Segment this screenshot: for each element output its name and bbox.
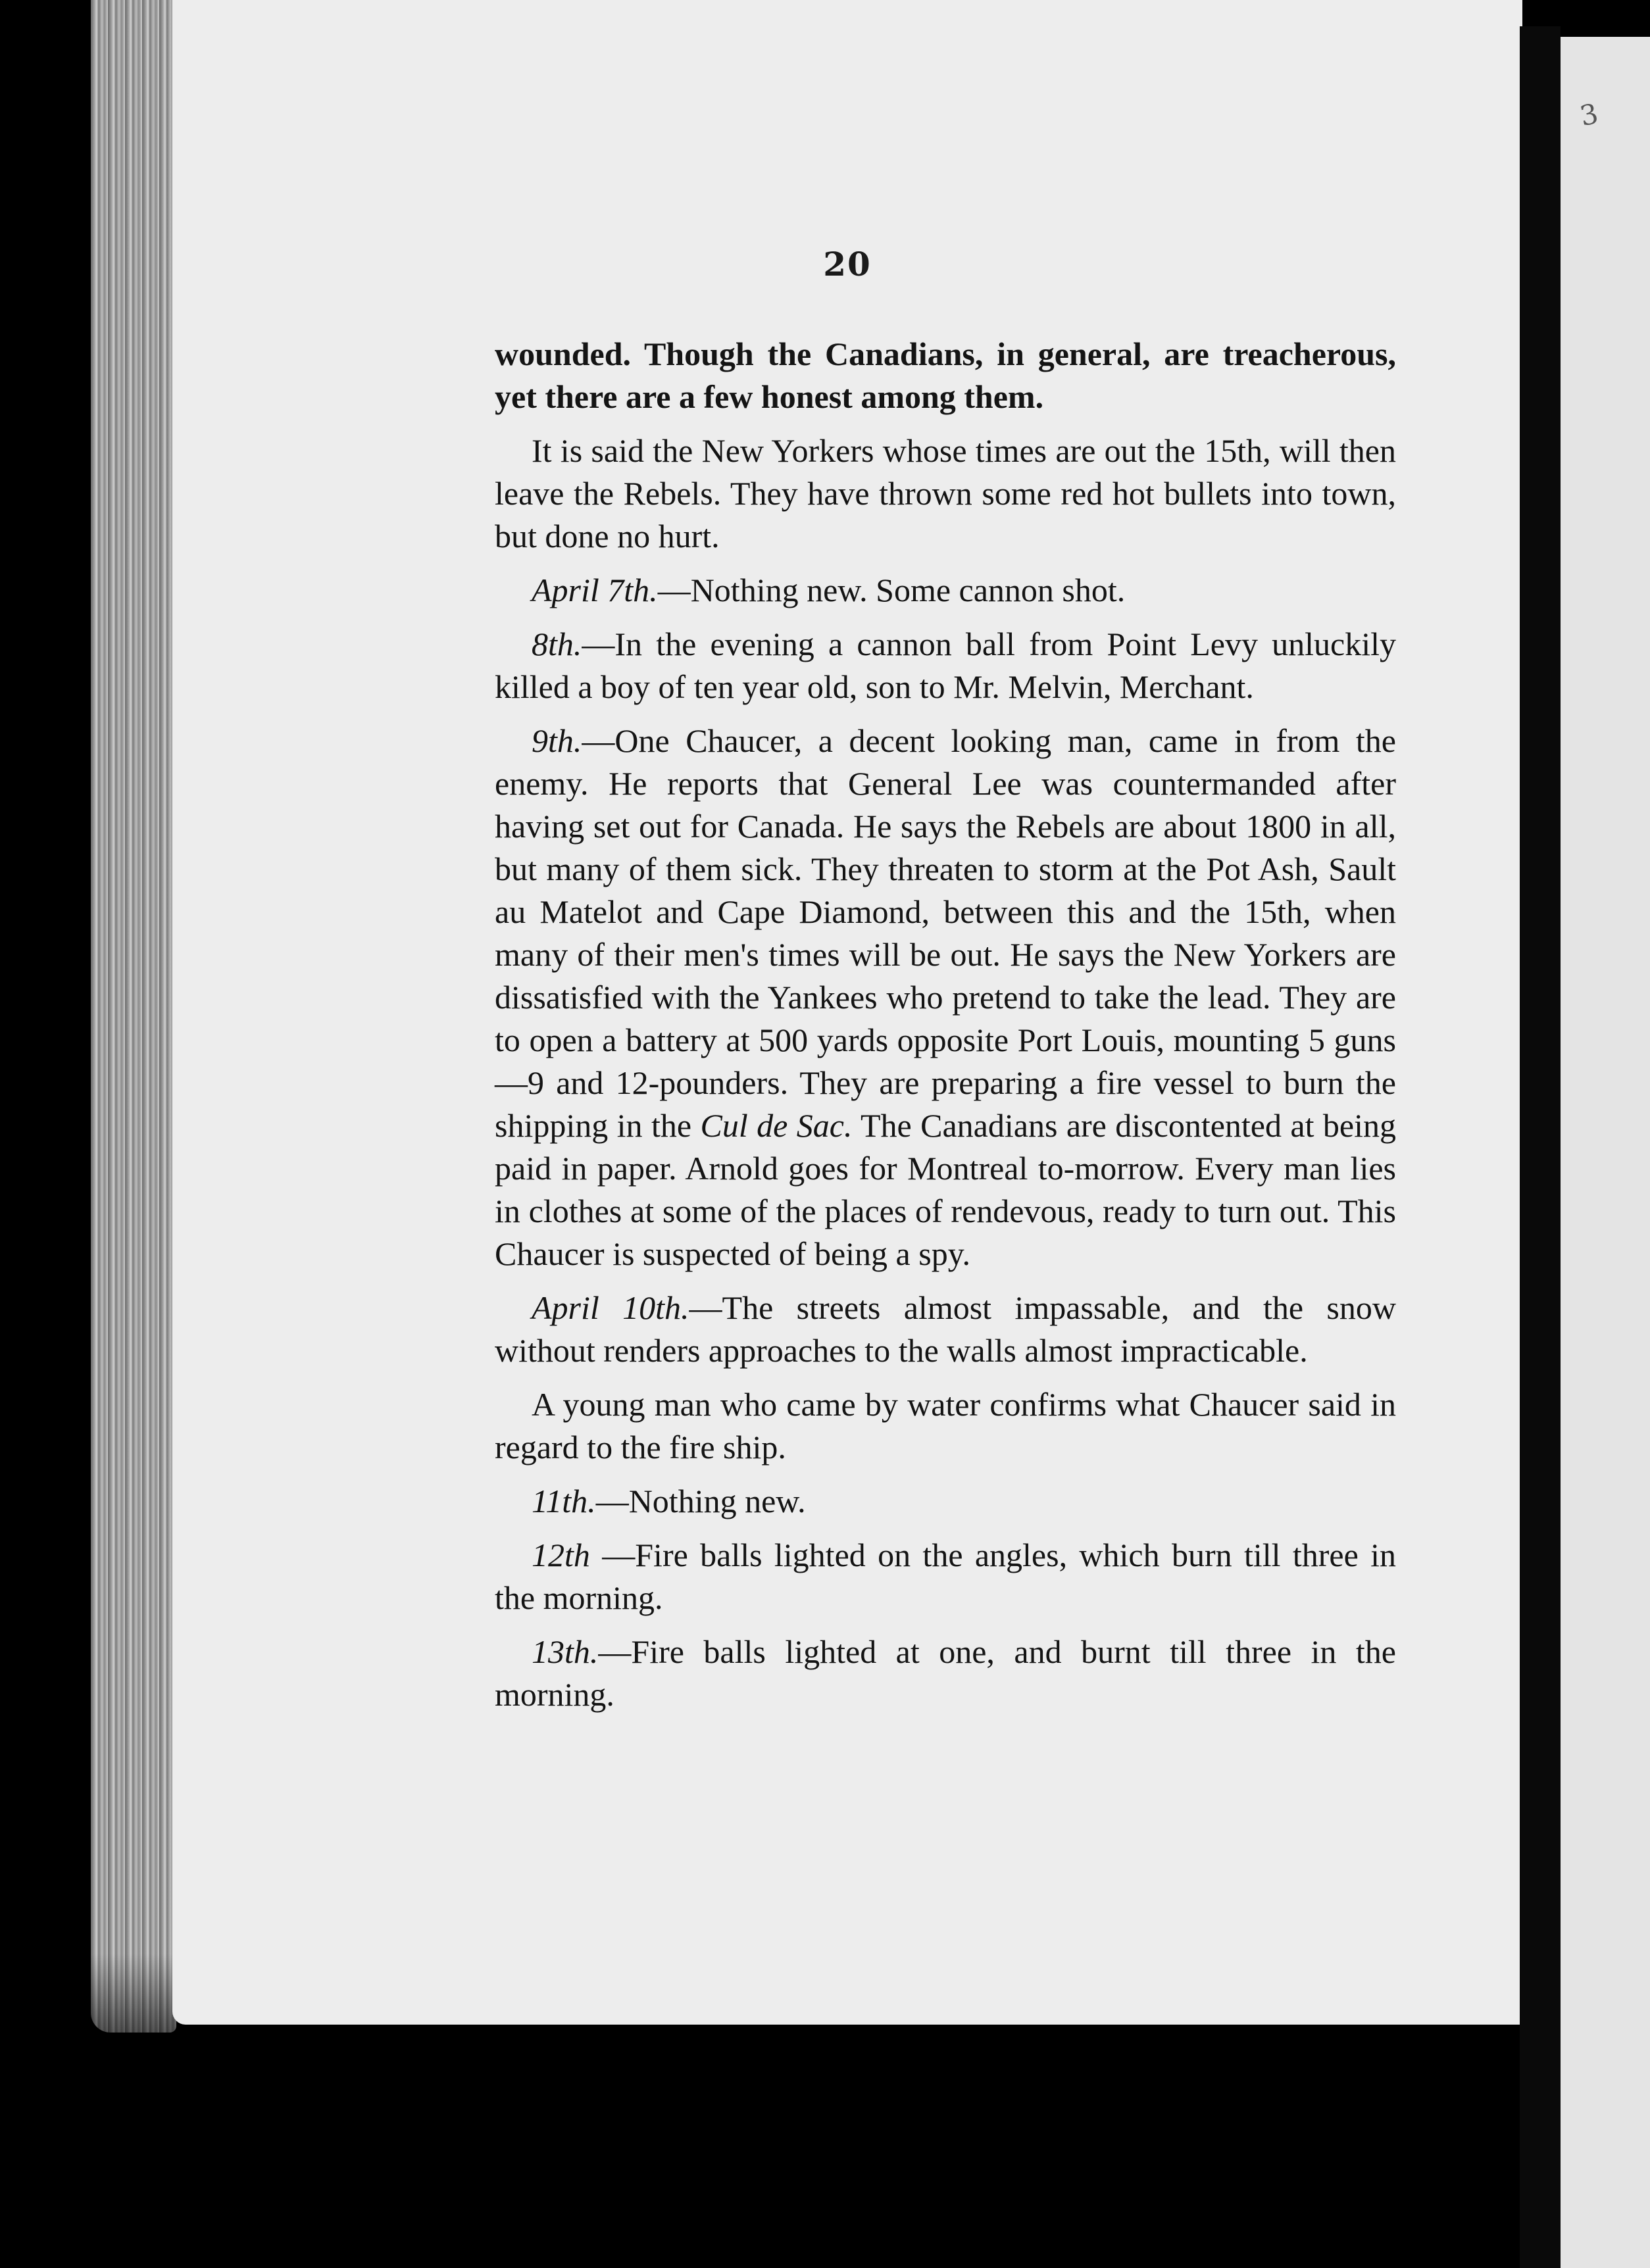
entry-13th xyxy=(495,1631,1396,1716)
paragraph-text: wounded. Though the Canadians, in general, are treacherous, yet there are a few honest among them. xyxy=(495,335,1396,415)
entry-italic-phrase: Cul de Sac. xyxy=(700,1107,853,1144)
book-gutter xyxy=(1520,26,1561,2268)
paragraph-2 xyxy=(495,430,1396,558)
entry-text: —Nothing new. Some cannon shot. xyxy=(657,572,1126,608)
paragraph-text: A young man who came by water confirms what Chaucer said in regard to the fire ship. xyxy=(495,1386,1396,1466)
facing-page-sliver xyxy=(1561,37,1650,2268)
entry-date: April 7th. xyxy=(532,572,658,608)
entry-text: —Fire balls lighted at one, and burnt till three in the morning. xyxy=(495,1633,1396,1713)
entry-date: April 10th. xyxy=(532,1289,689,1326)
entry-text: —The streets almost impassable, and the snow without renders approaches to the walls almost impracticable. xyxy=(495,1289,1396,1369)
entry-date: 13th. xyxy=(532,1633,599,1670)
entry-april-10 xyxy=(495,1287,1396,1372)
entry-april-7 xyxy=(495,569,1396,612)
entry-11th xyxy=(495,1480,1396,1523)
handwritten-corner-mark: 3 xyxy=(1577,97,1601,133)
entry-9th xyxy=(495,720,1396,1275)
body-text xyxy=(495,333,1396,1727)
entry-text-continued: The Canadians are discontented at being paid in paper. Arnold goes for Montreal to-morrow. Every man lies in clothes at some of the places of rendevous, ready to turn out. This Chaucer is suspected of being a spy. xyxy=(495,1107,1396,1272)
entry-12th xyxy=(495,1534,1396,1619)
entry-date: 9th. xyxy=(532,722,582,759)
paragraph-1 xyxy=(495,333,1396,418)
entry-8th xyxy=(495,623,1396,708)
paragraph-young-man xyxy=(495,1383,1396,1469)
entry-text: —One Chaucer, a decent looking man, came in from the enemy. He reports that General Lee was countermanded after having set out for Canada. He says the Rebels are about 1800 in all, but many of them sick. They threaten to storm at the Pot Ash, Sault au Matelot and Cape Diamond, between this and the 15th, when many of their men's times will be out. He says the New Yorkers are dissatisfied with the Yankees who pretend to take the lead. They are to open a battery at 500 yards opposite Port Louis, mounting 5 guns—9 and 12-pounders. They are preparing a fire vessel to burn the shipping in the xyxy=(495,722,1396,1144)
book-page-edges xyxy=(91,0,176,2033)
entry-text: —Nothing new. xyxy=(595,1483,806,1519)
paragraph-text: It is said the New Yorkers whose times are out the 15th, will then leave the Rebels. They have thrown some red hot bullets into town, but done no hurt. xyxy=(495,432,1396,555)
page-number: 20 xyxy=(823,245,872,284)
entry-date: 8th. xyxy=(532,626,582,662)
entry-text: —In the evening a cannon ball from Point Levy unluckily killed a boy of ten year old, son to Mr. Melvin, Merchant. xyxy=(495,626,1396,705)
entry-date: 12th xyxy=(532,1537,590,1573)
entry-text: —Fire balls lighted on the angles, which burn till three in the morning. xyxy=(495,1537,1396,1616)
entry-date: 11th. xyxy=(532,1483,596,1519)
